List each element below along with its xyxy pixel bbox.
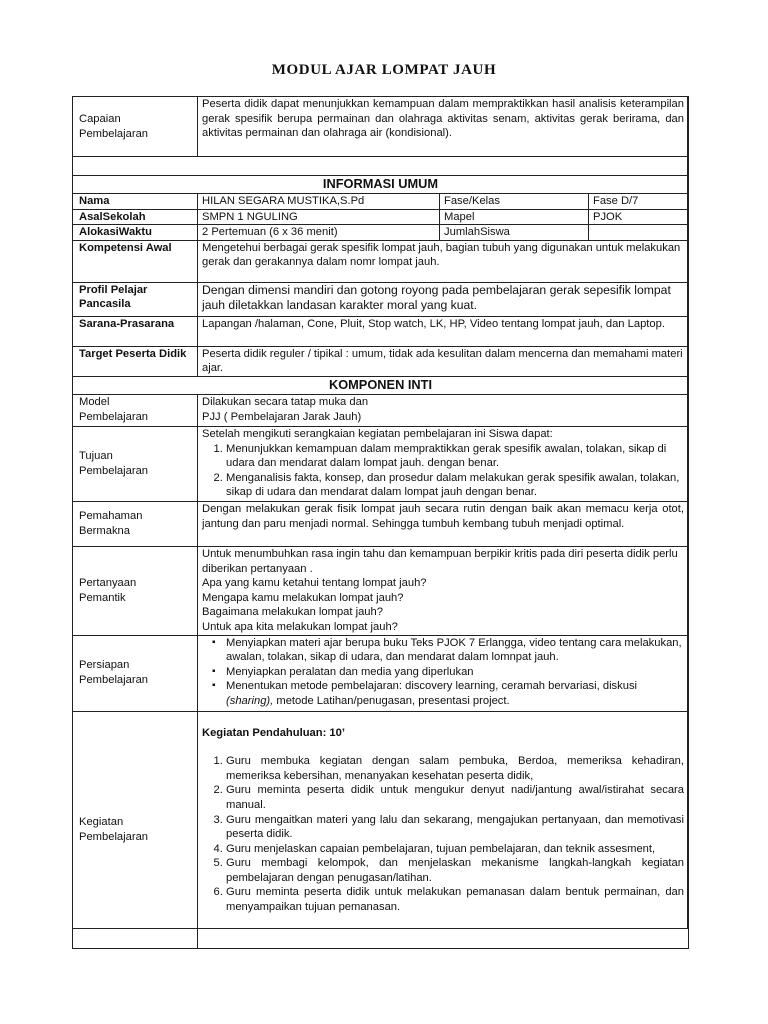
sarana-label: Sarana-Prasarana — [73, 316, 198, 346]
pertanyaan-row — [73, 546, 689, 635]
nama-value: HILAN SEGARA MUSTIKA,S.Pd — [198, 194, 440, 210]
list-item: Untuk apa kita melakukan lompat jauh? — [202, 620, 398, 633]
waktu-label: AlokasiWaktu — [73, 225, 198, 241]
list-item: ▪ Menyiapkan peralatan dan media yang diperlukan — [212, 665, 684, 680]
pemahaman-row — [73, 501, 689, 546]
pertanyaan-label: Pertanyaan Pemantik — [73, 546, 198, 635]
profil-text: Dengan dimensi mandiri dan gotong royong pada pembelajaran gerak sepesifik lompat jauh diletakkan landasan karakter moral yang kuat. — [198, 282, 689, 316]
persiapan-content — [198, 635, 689, 711]
list-item: 1. Menunjukkan kemampuan dalam mempraktikkan gerak spesifik awalan, tolakan, sikap di udara dan mendarat dalam lompat jauh. dengan benar. — [226, 442, 684, 471]
list-item: 5. Guru membagi kelompok, dan menjelaskan mekanisme langkah-langkah kegiatan pembelajaran dengan penugasan/latihan. — [226, 856, 684, 885]
list-item: 1. Guru membuka kegiatan dengan salam pembuka, Berdoa, memeriksa kehadiran, memeriksa kebersihan, menanyakan kesehatan peserta didik, — [226, 754, 684, 783]
list-item: 3. Guru mengaitkan materi yang lalu dan sekarang, mengajukan pertanyaan, dan memotivasi peserta didik. — [226, 813, 684, 842]
kompetensi-text: Mengetehui berbagai gerak spesifik lompat jauh, bagian tubuh yang digunakan untuk melakukan gerak dan gerakannya dalam nomr lompat jauh. — [198, 240, 689, 282]
tujuan-content — [198, 426, 689, 501]
kompetensi-row — [73, 240, 689, 282]
jumlah-value — [589, 225, 689, 241]
waktu-row — [73, 225, 689, 241]
kegiatan-label: Kegiatan Pembelajaran — [73, 711, 198, 948]
capaian-label: Capaian Pembelajaran — [73, 97, 198, 157]
list-item: 2. Menganalisis fakta, konsep, dan prosedur dalam melakukan gerak spesifik awalan, tolakan, sikap di udara dan mendarat dalam lompat jauh dengan benar. — [226, 471, 684, 500]
tujuan-list — [202, 442, 684, 500]
mapel-value: PJOK — [589, 209, 689, 225]
pertanyaan-intro: Untuk menumbuhkan rasa ingin tahu dan kemampuan berpikir kritis pada diri peserta didik perlu diberikan pertanyaan . — [202, 547, 678, 575]
kegiatan-heading: Kegiatan Pendahuluan: 10’ — [202, 726, 345, 739]
tujuan-row — [73, 426, 689, 501]
informasi-umum-heading: INFORMASI UMUM — [73, 176, 689, 194]
profil-row — [73, 282, 689, 316]
kompetensi-label: Kompetensi Awal — [73, 240, 198, 282]
komponen-inti-heading: KOMPONEN INTI — [73, 376, 689, 394]
list-item: Bagaimana melakukan lompat jauh? — [202, 606, 383, 619]
kegiatan-list — [202, 754, 684, 915]
target-row — [73, 346, 689, 376]
pertanyaan-content — [198, 546, 689, 635]
sarana-text: Lapangan /halaman, Cone, Pluit, Stop watch, LK, HP, Video tentang lompat jauh, dan Laptop. — [198, 316, 689, 346]
waktu-value: 2 Pertemuan (6 x 36 menit) — [198, 225, 440, 241]
mapel-label: Mapel — [440, 209, 589, 225]
fase-value: Fase D/7 — [589, 194, 689, 210]
module-table — [72, 96, 689, 949]
list-item: Apa yang kamu ketahui tentang lompat jauh? — [202, 577, 427, 590]
list-item: ▪ Menentukan metode pembelajaran: discovery learning, ceramah bervariasi, diskusi (sharing), metode Latihan/penugasan, presentasi project. — [212, 679, 684, 708]
profil-label: Profil Pelajar Pancasila — [73, 282, 198, 316]
sarana-row — [73, 316, 689, 346]
model-row — [73, 394, 689, 426]
target-text: Peserta didik reguler / tipikal : umum, tidak ada kesulitan dalam mencerna dan memahami materi ajar. — [198, 346, 689, 376]
list-item: ▪ Menyiapkan materi ajar berupa buku Teks PJOK 7 Erlangga, video tentang cara melakukan, awalan, tolakan, sikap di udara, dan mendarat dalam lomnpat jauh. — [212, 636, 684, 665]
nama-label: Nama — [73, 194, 198, 210]
tujuan-label: Tujuan Pembelajaran — [73, 426, 198, 501]
kegiatan-row — [73, 711, 689, 948]
persiapan-label: Persiapan Pembelajaran — [73, 635, 198, 711]
list-item: 4. Guru menjelaskan capaian pembelajaran, tujuan pembelajaran, dan teknik assesment, — [226, 842, 684, 857]
target-label: Target Peserta Didik — [73, 346, 198, 376]
model-label: Model Pembelajaran — [73, 394, 198, 426]
list-item: 2. Guru meminta peserta didik untuk mengukur denyut nadi/jantung awal/istirahat secara manual. — [226, 783, 684, 812]
tujuan-intro: Setelah mengikuti serangkaian kegiatan pembelajaran ini Siswa dapat: — [202, 427, 553, 440]
list-item: Mengapa kamu melakukan lompat jauh? — [202, 591, 404, 604]
jumlah-label: JumlahSiswa — [440, 225, 589, 241]
pemahaman-label: Pemahaman Bermakna — [73, 501, 198, 546]
sekolah-row — [73, 209, 689, 225]
fase-label: Fase/Kelas — [440, 194, 589, 210]
persiapan-row — [73, 635, 689, 711]
sekolah-label: AsalSekolah — [73, 209, 198, 225]
kegiatan-content — [198, 711, 689, 948]
sekolah-value: SMPN 1 NGULING — [198, 209, 440, 225]
persiapan-list — [202, 636, 684, 709]
list-item: 6. Guru meminta peserta didik untuk melakukan pemanasan dalam bentuk permainan, dan menyampaikan tujuan pemanasan. — [226, 885, 684, 914]
nama-row — [73, 194, 689, 210]
pemahaman-text: Dengan melakukan gerak fisik lompat jauh secara rutin dengan baik akan memacu kerja otot, jantung dan paru menjadi normal. Sehingga tumbuh kembang tubuh menjadi optimal. — [198, 501, 689, 546]
model-text: Dilakukan secara tatap muka dan PJJ ( Pembelajaran Jarak Jauh) — [198, 394, 689, 426]
page-title: MODUL AJAR LOMPAT JAUH — [271, 62, 497, 78]
capaian-text: Peserta didik dapat menunjukkan kemampuan dalam mempraktikkan hasil analisis keterampilan gerak spesifik berupa permainan dan olahraga aktivitas senam, aktivitas gerak berirama, dan aktivitas permainan dan olahraga air (kondisional). — [198, 97, 689, 157]
capaian-row — [73, 97, 689, 157]
